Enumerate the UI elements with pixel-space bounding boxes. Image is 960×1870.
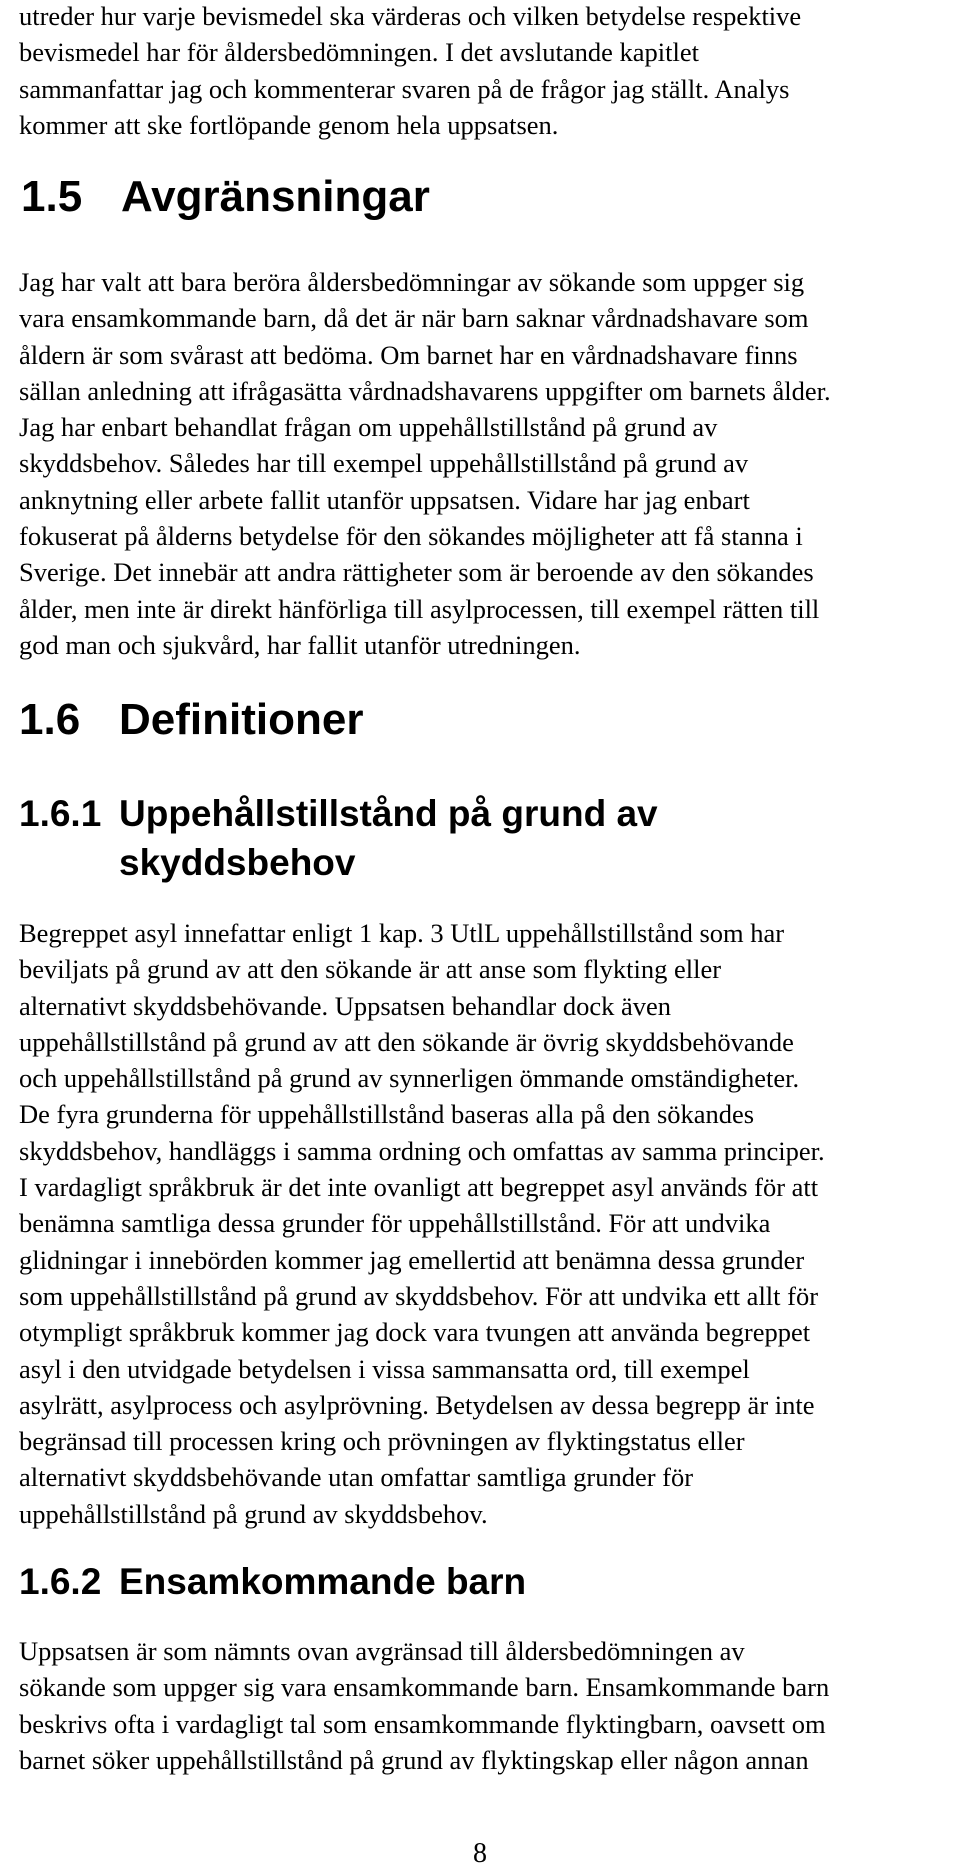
section-heading-1-6-2: [19, 1560, 526, 1604]
text-line: utreder hur varje bevismedel ska värderas och vilken betydelse respektive: [19, 1, 802, 31]
text-line: åldern är som svårast att bedöma. Om barnet har en vårdnadshavare finns: [19, 339, 798, 370]
text-line: benämna samtliga dessa grunder för uppehållstillstånd. För att undvika: [19, 1208, 771, 1239]
section-title: Avgränsningar: [121, 172, 430, 221]
text-line: vara ensamkommande barn, då det är när barn saknar vårdnadshavare som: [19, 303, 809, 334]
text-line: anknytning eller arbete fallit utanför uppsatsen. Vidare har jag enbart: [19, 484, 750, 515]
text-line: barnet söker uppehållstillstånd på grund av flyktingskap eller någon annan: [19, 1744, 809, 1775]
text-line: uppehållstillstånd på grund av skyddsbehov.: [19, 1498, 488, 1529]
text-line: beviljats på grund av att den sökande är att anse som flykting eller: [19, 954, 722, 985]
text-line: fokuserat på ålderns betydelse för den sökandes möjligheter att få stanna i: [19, 521, 803, 552]
section-heading-1-6-1-continued: [119, 841, 355, 885]
text-line: sökande som uppger sig vara ensamkommande barn. Ensamkommande barn: [19, 1672, 830, 1703]
section-number: 1.5: [21, 172, 83, 221]
section-title-line-1: Uppehållstillstånd på grund av: [119, 793, 658, 834]
text-line: beskrivs ofta i vardagligt tal som ensamkommande flyktingbarn, oavsett om: [19, 1708, 826, 1739]
text-line: kommer att ske fortlöpande genom hela uppsatsen.: [19, 109, 559, 140]
section-1-6-2-paragraph: [19, 1633, 960, 1778]
text-line: och uppehållstillstånd på grund av synnerligen ömmande omständigheter.: [19, 1063, 800, 1094]
text-line: Begreppet asyl innefattar enligt 1 kap. 3 UtlL uppehållstillstånd som har: [19, 918, 785, 948]
text-line: begränsad till processen kring och prövningen av flyktingstatus eller: [19, 1426, 745, 1457]
section-number: 1.6.2: [19, 1561, 102, 1602]
text-line: I vardagligt språkbruk är det inte ovanligt att begreppet asyl används för att: [19, 1172, 819, 1203]
text-line: skyddsbehov, handläggs i samma ordning och omfattas av samma principer.: [19, 1135, 825, 1166]
section-heading-1-6-1: [19, 792, 658, 836]
text-line: asyl i den utvidgade betydelsen i vissa sammansatta ord, till exempel: [19, 1353, 750, 1384]
text-line: alternativt skyddsbehövande. Uppsatsen behandlar dock även: [19, 990, 671, 1021]
text-line: som uppehållstillstånd på grund av skyddsbehov. För att undvika ett allt för: [19, 1280, 819, 1311]
text-line: otympligt språkbruk kommer jag dock vara tvungen att använda begreppet: [19, 1317, 811, 1348]
text-line: bevismedel har för åldersbedömningen. I det avslutande kapitlet: [19, 37, 699, 68]
section-heading-1-6: [19, 695, 363, 745]
text-line: De fyra grunderna för uppehållstillstånd baseras alla på den sökandes: [19, 1099, 755, 1130]
page-number: 8: [473, 1838, 487, 1869]
text-line: ålder, men inte är direkt hänförliga till asylprocessen, till exempel rätten till: [19, 593, 820, 624]
text-line: uppehållstillstånd på grund av att den sökande är övrig skyddsbehövande: [19, 1026, 794, 1057]
section-number: 1.6.1: [19, 793, 102, 834]
section-1-6-1-paragraph: [19, 915, 960, 1532]
section-1-5-paragraph: [19, 264, 960, 663]
text-line: sammanfattar jag och kommenterar svaren på de frågor jag ställt. Analys: [19, 73, 790, 104]
text-line: Jag har valt att bara beröra åldersbedömningar av sökande som uppger sig: [19, 267, 805, 297]
text-line: god man och sjukvård, har fallit utanför utredningen.: [19, 629, 581, 660]
section-heading-1-5: [21, 172, 430, 222]
text-line: sällan anledning att ifrågasätta vårdnadshavarens uppgifter om barnets ålder.: [19, 375, 831, 406]
text-line: alternativt skyddsbehövande utan omfattar samtliga grunder för: [19, 1462, 694, 1493]
section-title-line-2: skyddsbehov: [119, 842, 356, 883]
intro-paragraph: [19, 0, 960, 143]
text-line: skyddsbehov. Således har till exempel uppehållstillstånd på grund av: [19, 448, 749, 479]
section-number: 1.6: [19, 695, 81, 744]
text-line: asylrätt, asylprocess och asylprövning. Betydelsen av dessa begrepp är inte: [19, 1389, 815, 1420]
section-title: Ensamkommande barn: [119, 1561, 527, 1602]
text-line: Jag har enbart behandlat frågan om uppehållstillstånd på grund av: [19, 412, 718, 443]
text-line: Uppsatsen är som nämnts ovan avgränsad till åldersbedömningen av: [19, 1636, 745, 1666]
text-line: Sverige. Det innebär att andra rättigheter som är beroende av den sökandes: [19, 557, 814, 588]
section-title: Definitioner: [119, 695, 364, 744]
text-line: glidningar i innebörden kommer jag emellertid att benämna dessa grunder: [19, 1244, 805, 1275]
